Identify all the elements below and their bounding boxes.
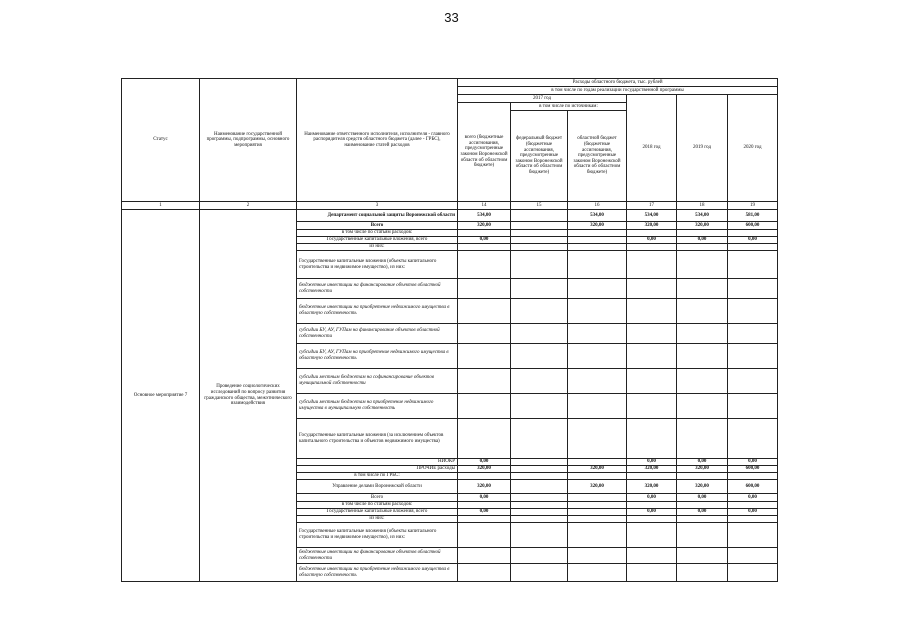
cell-total <box>458 502 511 509</box>
cell-total: 0,00 <box>458 237 511 244</box>
cell-y2020: 0,00 <box>728 237 778 244</box>
row-label: в том числе по ГРБС: <box>297 473 458 480</box>
cell-total <box>458 299 511 324</box>
cell-federal <box>511 473 568 480</box>
cell-total <box>458 251 511 279</box>
cell-y2020: 581,00 <box>728 210 778 222</box>
cell-y2018 <box>627 419 677 459</box>
cell-total <box>458 344 511 369</box>
page-number: 33 <box>444 10 459 25</box>
cell-y2020 <box>728 523 778 548</box>
cell-y2019 <box>677 473 728 480</box>
row-label: ПРОЧИЕ расходы <box>297 466 458 473</box>
cell-federal <box>511 502 568 509</box>
header-total-col: всего (бюджетные ассигнования, предусмотренные законом Воронежской области об областном бюджете) <box>458 103 511 202</box>
header-year-2019: 2019 год <box>677 95 728 202</box>
cell-total: 0,00 <box>458 509 511 516</box>
row-label: бюджетные инвестиции на приобретение недвижимого имущества в областную собственность <box>297 564 458 582</box>
cell-y2018: 320,00 <box>627 466 677 473</box>
cell-y2019: 534,00 <box>677 210 728 222</box>
cell-federal <box>511 419 568 459</box>
cell-regional <box>568 564 627 582</box>
cell-regional <box>568 459 627 466</box>
cell-y2020 <box>728 344 778 369</box>
cell-y2019: 320,00 <box>677 466 728 473</box>
cell-y2019 <box>677 279 728 299</box>
measure-name: Проведение социологических исследований по вопросу развития гражданского общества, межэтнического взаимодействия <box>200 210 297 582</box>
cell-regional <box>568 230 627 237</box>
cell-regional <box>568 237 627 244</box>
header-year-2017: 2017 год <box>458 95 627 103</box>
cell-regional <box>568 548 627 564</box>
cell-regional <box>568 473 627 480</box>
cell-y2018: 320,00 <box>627 222 677 230</box>
cell-y2018 <box>627 369 677 394</box>
cell-y2018 <box>627 230 677 237</box>
cell-federal <box>511 548 568 564</box>
cell-total: 320,00 <box>458 480 511 494</box>
cell-y2020 <box>728 299 778 324</box>
table-row <box>122 210 778 222</box>
cell-regional <box>568 523 627 548</box>
cell-federal <box>511 494 568 502</box>
cell-y2018 <box>627 299 677 324</box>
col-number: 19 <box>728 202 778 210</box>
cell-y2019 <box>677 419 728 459</box>
cell-federal <box>511 237 568 244</box>
cell-y2020 <box>728 564 778 582</box>
row-label: в том числе по статьям расходов: <box>297 230 458 237</box>
cell-y2019: 0,00 <box>677 459 728 466</box>
row-label: Государственные капитальные вложения (за исключением объектов капитального строительства и объектов недвижимого имущества) <box>297 419 458 459</box>
row-label: в том числе по статьям расходов: <box>297 502 458 509</box>
header-by-years: в том числе по годам реализации государственной программы <box>458 87 778 95</box>
cell-y2019: 320,00 <box>677 222 728 230</box>
row-label: Государственные капитальные вложения, всего <box>297 237 458 244</box>
cell-y2020 <box>728 244 778 251</box>
cell-y2019: 0,00 <box>677 237 728 244</box>
cell-y2018: 0,00 <box>627 494 677 502</box>
cell-federal <box>511 230 568 237</box>
cell-y2018 <box>627 324 677 344</box>
cell-total <box>458 279 511 299</box>
cell-total: 0,00 <box>458 494 511 502</box>
col-number: 1 <box>122 202 200 210</box>
table-body <box>122 79 778 582</box>
cell-federal <box>511 344 568 369</box>
cell-y2019: 0,00 <box>677 494 728 502</box>
cell-regional <box>568 509 627 516</box>
col-number: 3 <box>297 202 458 210</box>
cell-y2018 <box>627 564 677 582</box>
cell-y2019 <box>677 299 728 324</box>
cell-total <box>458 419 511 459</box>
cell-y2020: 600,00 <box>728 480 778 494</box>
cell-regional: 534,00 <box>568 210 627 222</box>
cell-y2018 <box>627 516 677 523</box>
header-federal-col: федеральный бюджет (бюджетные ассигнования, предусмотренные законом Воронежской области об областном бюджете) <box>511 111 568 202</box>
cell-y2019 <box>677 394 728 419</box>
header-executor: Наименование ответственного исполнителя, исполнителя - главного распорядителя средств областного бюджета (далее - ГРБС), наименование статей расходов <box>297 79 458 202</box>
cell-y2019 <box>677 251 728 279</box>
cell-regional <box>568 324 627 344</box>
cell-y2018 <box>627 244 677 251</box>
cell-total: 320,00 <box>458 222 511 230</box>
row-label: Государственные капитальные вложения (объекты капитального строительства и недвижимое имущество), из них: <box>297 251 458 279</box>
cell-regional <box>568 394 627 419</box>
row-label: НИОКР <box>297 459 458 466</box>
header-year-2020: 2020 год <box>728 95 778 202</box>
cell-federal <box>511 299 568 324</box>
cell-y2018: 320,00 <box>627 480 677 494</box>
row-label: Всего <box>297 494 458 502</box>
cell-y2019 <box>677 344 728 369</box>
cell-y2020 <box>728 394 778 419</box>
cell-regional <box>568 502 627 509</box>
cell-regional <box>568 494 627 502</box>
cell-y2020: 0,00 <box>728 494 778 502</box>
cell-y2018 <box>627 502 677 509</box>
cell-y2020 <box>728 516 778 523</box>
cell-y2020 <box>728 324 778 344</box>
cell-regional: 320,00 <box>568 222 627 230</box>
cell-y2020 <box>728 230 778 237</box>
cell-y2018 <box>627 279 677 299</box>
cell-total <box>458 564 511 582</box>
cell-y2020 <box>728 548 778 564</box>
cell-regional <box>568 251 627 279</box>
cell-y2020: 600,00 <box>728 222 778 230</box>
column-numbers-row <box>122 202 778 210</box>
row-label: Всего <box>297 222 458 230</box>
cell-regional: 320,00 <box>568 466 627 473</box>
cell-total <box>458 516 511 523</box>
cell-y2019 <box>677 564 728 582</box>
cell-regional <box>568 516 627 523</box>
col-number: 15 <box>511 202 568 210</box>
header-program-name: Наименование государственной программы, подпрограммы, основного мероприятия <box>200 79 297 202</box>
cell-y2019 <box>677 244 728 251</box>
col-number: 17 <box>627 202 677 210</box>
cell-y2018: 0,00 <box>627 509 677 516</box>
cell-federal <box>511 480 568 494</box>
cell-y2019 <box>677 516 728 523</box>
cell-total <box>458 230 511 237</box>
cell-regional <box>568 279 627 299</box>
row-label: субсидии местным бюджетам на приобретение недвижимого имущества в муниципальную собственность <box>297 394 458 419</box>
header-row-1 <box>122 79 778 87</box>
cell-y2019: 0,00 <box>677 509 728 516</box>
cell-federal <box>511 523 568 548</box>
cell-total: 0,00 <box>458 459 511 466</box>
row-label: субсидии местным бюджетам на софинансирование объектов муниципальной собственности <box>297 369 458 394</box>
cell-federal <box>511 244 568 251</box>
cell-y2020: 600,00 <box>728 466 778 473</box>
cell-y2018 <box>627 473 677 480</box>
cell-y2018 <box>627 394 677 419</box>
cell-total <box>458 244 511 251</box>
cell-federal <box>511 394 568 419</box>
cell-total <box>458 369 511 394</box>
cell-y2020 <box>728 251 778 279</box>
cell-y2020 <box>728 502 778 509</box>
row-label: бюджетные инвестиции на приобретение недвижимого имущества в областную собственность <box>297 299 458 324</box>
cell-total <box>458 523 511 548</box>
measure-status: Основное мероприятие 7 <box>122 210 200 582</box>
cell-regional <box>568 369 627 394</box>
cell-total <box>458 324 511 344</box>
cell-y2020 <box>728 419 778 459</box>
row-label: из них: <box>297 516 458 523</box>
cell-federal <box>511 324 568 344</box>
row-label: субсидии БУ, АУ, ГУПам на приобретение недвижимого имущества в областную собственность <box>297 344 458 369</box>
header-year-2018: 2018 год <box>627 95 677 202</box>
cell-y2019: 320,00 <box>677 480 728 494</box>
cell-y2018: 0,00 <box>627 237 677 244</box>
header-by-sources: в том числе по источникам: <box>511 103 627 111</box>
row-label: Государственные капитальные вложения (объекты капитального строительства и недвижимое имущество), из них: <box>297 523 458 548</box>
cell-y2018 <box>627 548 677 564</box>
cell-federal <box>511 279 568 299</box>
cell-y2019 <box>677 502 728 509</box>
cell-y2019 <box>677 369 728 394</box>
cell-total: 320,00 <box>458 466 511 473</box>
cell-federal <box>511 369 568 394</box>
cell-y2020 <box>728 369 778 394</box>
cell-y2018 <box>627 251 677 279</box>
cell-total <box>458 394 511 419</box>
budget-table <box>121 78 778 582</box>
col-number: 16 <box>568 202 627 210</box>
cell-federal <box>511 516 568 523</box>
cell-federal <box>511 466 568 473</box>
cell-y2019 <box>677 548 728 564</box>
cell-y2018: 0,00 <box>627 459 677 466</box>
cell-federal <box>511 564 568 582</box>
row-label: субсидии БУ, АУ, ГУПам на финансирование объектов областной собственности <box>297 324 458 344</box>
cell-total <box>458 473 511 480</box>
col-number: 18 <box>677 202 728 210</box>
header-budget-expenses: Расходы областного бюджета, тыс. рублей <box>458 79 778 87</box>
row-label: бюджетные инвестиции на финансирование объектов областной собственности <box>297 548 458 564</box>
cell-federal <box>511 210 568 222</box>
cell-y2020: 0,00 <box>728 459 778 466</box>
header-status: Статус <box>122 79 200 202</box>
row-label: из них: <box>297 244 458 251</box>
cell-y2018 <box>627 344 677 369</box>
row-label: Управление делами Воронежской области <box>297 480 458 494</box>
cell-regional <box>568 299 627 324</box>
cell-y2020: 0,00 <box>728 509 778 516</box>
cell-y2018: 534,00 <box>627 210 677 222</box>
cell-regional: 320,00 <box>568 480 627 494</box>
row-label: Департамент социальной защиты Воронежской области <box>297 210 458 222</box>
cell-y2019 <box>677 230 728 237</box>
cell-total <box>458 548 511 564</box>
col-number: 2 <box>200 202 297 210</box>
cell-federal <box>511 509 568 516</box>
col-number: 14 <box>458 202 511 210</box>
cell-federal <box>511 251 568 279</box>
cell-y2019 <box>677 523 728 548</box>
cell-regional <box>568 344 627 369</box>
cell-regional <box>568 419 627 459</box>
cell-regional <box>568 244 627 251</box>
cell-federal <box>511 459 568 466</box>
header-regional-col: областной бюджет (бюджетные ассигнования, предусмотренные законом Воронежской области об областном бюджете) <box>568 111 627 202</box>
row-label: Государственные капитальные вложения, всего <box>297 509 458 516</box>
cell-y2020 <box>728 279 778 299</box>
cell-y2018 <box>627 523 677 548</box>
row-label: бюджетные инвестиции на финансирование объектов областной собственности <box>297 279 458 299</box>
cell-total: 534,00 <box>458 210 511 222</box>
cell-y2020 <box>728 473 778 480</box>
cell-federal <box>511 222 568 230</box>
cell-y2019 <box>677 324 728 344</box>
